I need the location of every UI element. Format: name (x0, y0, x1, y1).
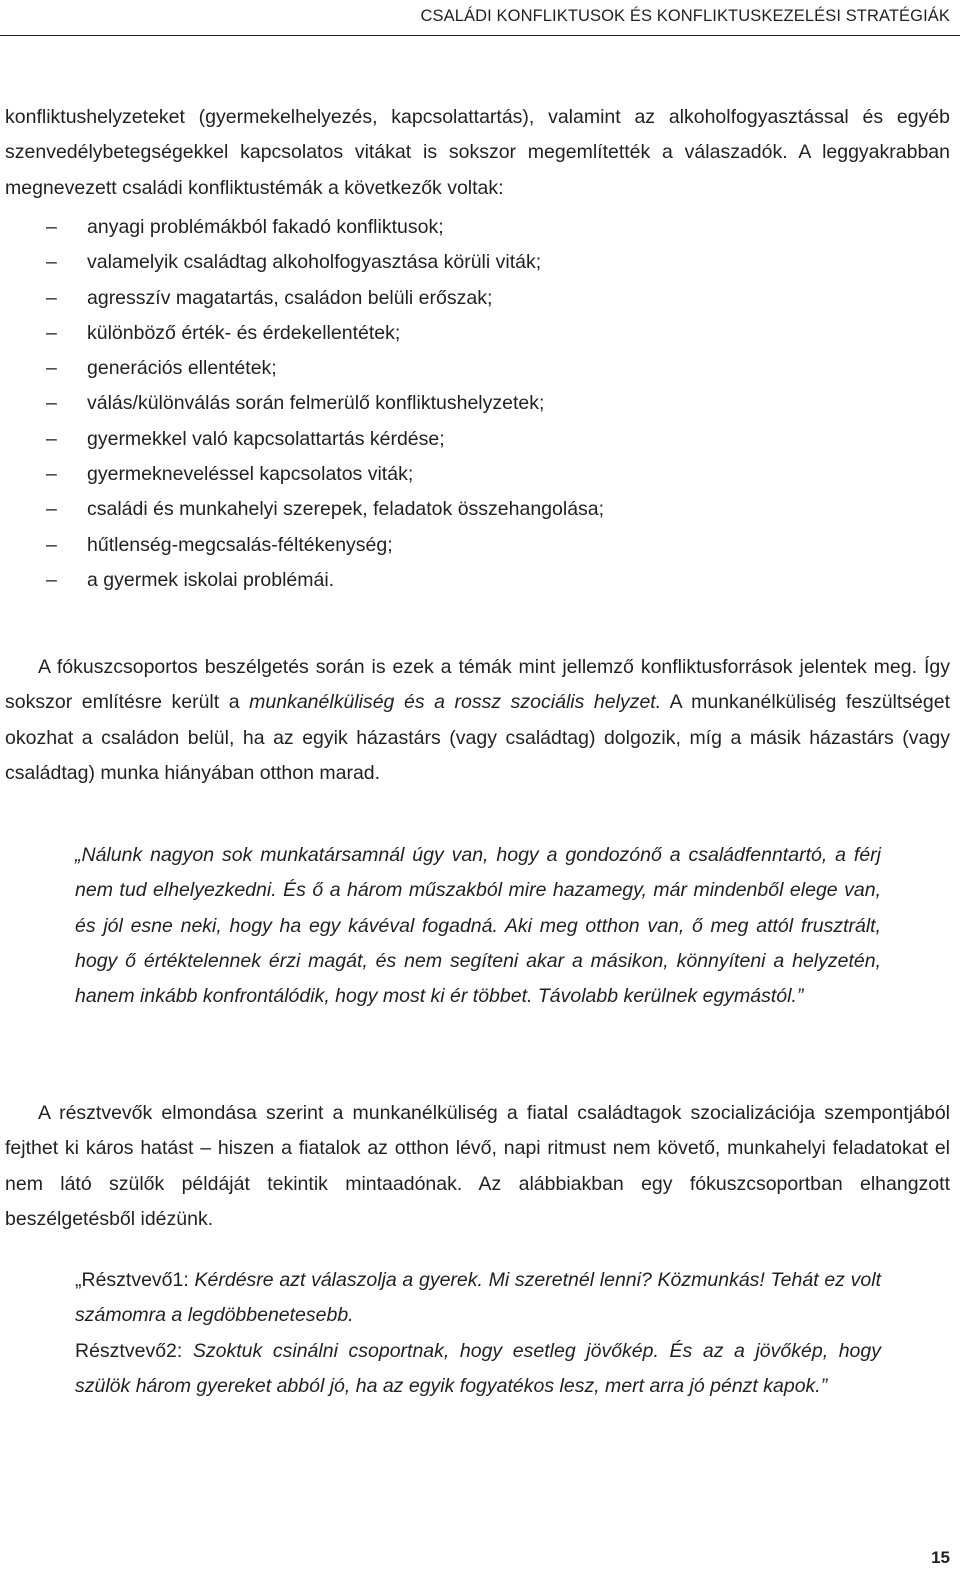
page-number: 15 (931, 1548, 950, 1567)
list-item (46, 457, 946, 492)
list-item-text: gyermekkel való kapcsolattartás kérdése; (87, 427, 445, 450)
list-item-text: hűtlenség-megcsalás-féltékenység; (87, 533, 393, 556)
bullet-marker: – (46, 463, 57, 486)
bullet-marker: – (46, 498, 57, 521)
bullet-marker: – (46, 568, 57, 591)
paragraph-socialization: A résztvevők elmondása szerint a munkanélküliség a fiatal családtagok szocializációja szempontjából fejthet ki káros hatást – hiszen a fiatalok az otthon lévő, napi ritmust nem követő, munkahelyi feladatokat el nem látó szülők példáját tekintik mintaadónak. Az alábbiakban egy fókuszcsoportban elhangzott beszélgetésből idézünk. (5, 1102, 950, 1230)
speaker-label: Résztvevő2: (75, 1339, 193, 1362)
bullet-marker: – (46, 357, 57, 380)
list-item (46, 422, 946, 457)
dialogue-quote-block (75, 1263, 881, 1404)
list-item-text: valamelyik családtag alkoholfogyasztása körüli viták; (87, 251, 542, 274)
dialogue-line (75, 1334, 881, 1405)
list-item (46, 563, 946, 598)
bullet-marker: – (46, 427, 57, 450)
list-item-text: családi és munkahelyi szerepek, feladatok összehangolása; (87, 498, 605, 521)
list-item-text: gyermekneveléssel kapcsolatos viták; (87, 463, 414, 486)
list-item (46, 210, 946, 245)
bullet-marker: – (46, 286, 57, 309)
conflict-topics-list (46, 210, 946, 598)
bullet-marker: – (46, 533, 57, 556)
paragraph-intro: konfliktushelyzeteket (gyermekelhelyezés, kapcsolattartás), valamint az alkoholfogyasztással és egyéb szenvedélybetegségekkel kapcsolatos vitákat is sokszor megemlítették a válaszadók. A leggyakrabban megnevezett családi konfliktustémák a következők voltak: (5, 106, 950, 199)
running-header: CSALÁDI KONFLIKTUSOK ÉS KONFLIKTUSKEZELÉSI STRATÉGIÁK (420, 7, 950, 25)
list-item-text: a gyermek iskolai problémái. (87, 568, 335, 591)
paragraph-text: A munkanélküliség feszültséget okozhat a családon belül, ha az egyik házastárs (vagy családtag) dolgozik, míg a másik házastárs (vagy családtag) munka hiányában otthon marad. (5, 691, 950, 784)
bullet-marker: – (46, 392, 57, 415)
speaker-text: Kérdésre azt válaszolja a gyerek. Mi szeretnél lenni? Közmunkás! Tehát ez volt számomra a legdöbbenetesebb. (75, 1269, 881, 1327)
quote-block: „Nálunk nagyon sok munkatársamnál úgy van, hogy a gondozónő a családfenntartó, a férj nem tud elhelyezkedni. És ő a három műszakból mire hazamegy, már mindenből elege van, és jól esne neki, hogy ha egy kávéval fogadná. Aki meg otthon van, ő meg attól frusztrált, hogy ő értéktelennek érzi magát, és nem segíteni akar a másikon, könnyíteni a helyzetén, hanem inkább konfrontálódik, hogy most ki ér többet. Távolabb kerülnek egymástól.” (75, 844, 881, 1008)
bullet-marker: – (46, 321, 57, 344)
list-item-text: válás/különválás során felmerülő konfliktushelyzetek; (87, 392, 545, 415)
list-item-text: generációs ellentétek; (87, 357, 277, 380)
bullet-marker: – (46, 251, 57, 274)
speaker-label: „Résztvevő1: (75, 1269, 195, 1291)
list-item (46, 492, 946, 527)
list-item (46, 316, 946, 351)
speaker-text: Szoktuk csinálni csoportnak, hogy esetleg jövőkép. És az a jövőkép, hogy szülök három gyereket abból jó, ha az egyik fogyatékos lesz, mert arra jó pénzt kapok.” (75, 1339, 881, 1397)
list-item (46, 281, 946, 316)
list-item (46, 528, 946, 563)
header-divider (0, 35, 960, 36)
list-item-text: különböző érték- és érdekellentétek; (87, 321, 401, 344)
paragraph-text: A fókuszcsoportos beszélgetés során is ezek a témák mint jellemző konfliktusforrások jelentek meg. Így sokszor említésre került a (5, 656, 950, 714)
list-item (46, 386, 946, 421)
paragraph-focus-group (5, 650, 950, 791)
paragraph-emphasis: munkanélküliség és a rossz szociális helyzet. (249, 691, 662, 714)
list-item-text: agresszív magatartás, családon belüli erőszak; (87, 286, 493, 309)
list-item (46, 245, 946, 280)
bullet-marker: – (46, 216, 57, 238)
dialogue-line (75, 1263, 881, 1334)
list-item-text: anyagi problémákból fakadó konfliktusok; (87, 216, 444, 238)
list-item (46, 351, 946, 386)
